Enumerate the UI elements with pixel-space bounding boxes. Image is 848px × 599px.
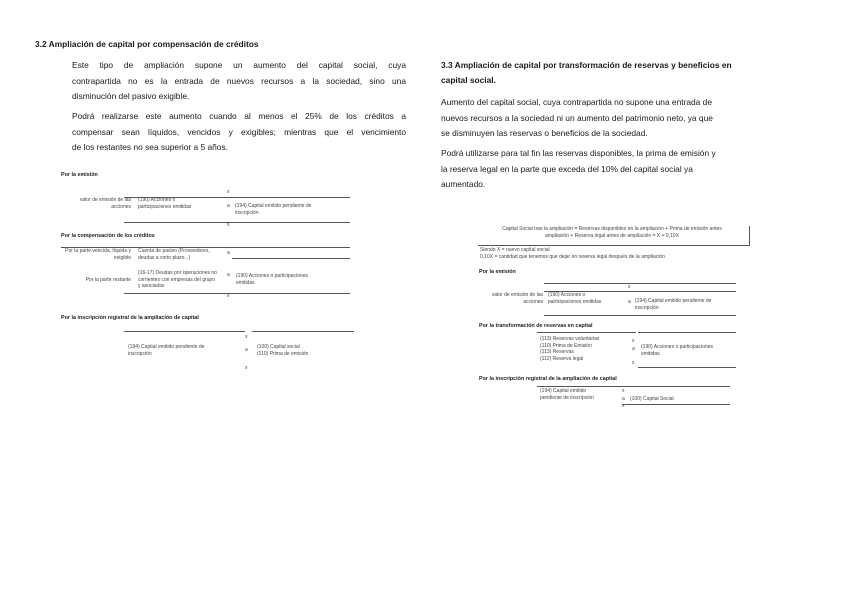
section-3-2-paragraph-1	[72, 58, 406, 105]
a-marker: a	[245, 347, 248, 353]
text-line: contrapartida no es la entrada de nuevos recursos a la sociedad, sino una	[72, 75, 406, 86]
text-line: pendiente de inscripción	[540, 394, 594, 401]
journal-debit	[138, 248, 210, 261]
journal-credit	[257, 344, 308, 357]
journal-title-transformacion: Por la transformación de reservas en capital	[479, 323, 593, 329]
journal-amount-label	[62, 248, 131, 261]
journal-debit	[138, 270, 217, 290]
text-line: Podrá utilizarse para tal fin las reservas disponibles, la prima de emisión y	[441, 148, 716, 158]
text-line: ampliación + Reserva legal antes de ampliación = X + 0,10X	[545, 232, 679, 239]
journal-credit	[235, 203, 311, 216]
text-line: se disminuyen las reservas o beneficios de la sociedad.	[441, 128, 648, 138]
journal-title-inscripcion: Por la inscripción registral de la ampliación de capital	[479, 376, 617, 382]
journal-credit: (100) Capital Social	[630, 396, 674, 402]
journal-rule	[124, 222, 350, 223]
journal-amount-label: Por la parte restante	[85, 277, 131, 283]
text-line: emitidas	[641, 350, 660, 357]
journal-amount-label	[62, 197, 131, 210]
section-3-3-paragraph-2	[441, 146, 781, 193]
text-line: Cuenta de pasivo (Proveedores,	[138, 248, 210, 254]
x-marker: x	[245, 334, 248, 340]
text-line: (190) Acciones o	[138, 197, 176, 203]
journal-credit	[641, 344, 713, 357]
text-line: 3.3 Ampliación de capital por transformación de reservas y beneficios en	[441, 60, 732, 70]
x-marker: x	[622, 388, 625, 394]
journal-rule	[537, 332, 636, 333]
text-line: (112) Reserva legal	[540, 355, 584, 362]
x-marker: x	[632, 360, 635, 366]
journal-rule	[638, 367, 736, 368]
journal-credit	[635, 298, 711, 311]
journal-title-emision: Por la emisión	[479, 269, 516, 275]
text-line: (113) Reservas voluntarias	[540, 336, 600, 342]
text-line: inscripción	[635, 304, 659, 311]
a-marker: a	[628, 299, 631, 305]
text-line: capital social.	[441, 75, 496, 85]
text-line: emitidas	[236, 279, 255, 286]
text-line: valor de emisión de las	[79, 197, 131, 203]
text-line: (194) Capital emitido	[540, 388, 587, 394]
journal-rule	[124, 293, 350, 294]
journal-rule	[124, 331, 245, 332]
text-line: aumentado.	[441, 179, 486, 189]
formula-border	[478, 245, 749, 246]
text-line: Podrá realizarse este aumento cuando al menos el 25% de los créditos a	[72, 111, 406, 121]
text-line: y asociadas	[138, 283, 165, 289]
formula-text	[478, 226, 746, 239]
journal-rule	[622, 404, 730, 405]
x-marker: x	[227, 222, 230, 228]
a-marker: a	[227, 272, 230, 278]
text-line: de los restantes no sea superior a 5 años.	[72, 142, 228, 152]
text-line: Este tipo de ampliación supone un aumento del capital social, cuya	[72, 60, 406, 70]
text-line: compensar sean líquidos, vencidos y exigibles; mientras que el vencimiento	[72, 126, 406, 137]
formula-border	[749, 226, 750, 246]
a-marker: a	[227, 250, 230, 256]
text-line: disminución del pasivo exigible.	[72, 91, 190, 101]
text-line: participaciones emitidas	[138, 203, 192, 210]
journal-debit	[128, 344, 204, 357]
journal-amount-label	[477, 292, 543, 305]
text-line: (110) Prima de Emisión	[540, 342, 592, 349]
text-line: (194) Capital emitido pendiente de	[635, 298, 712, 304]
journal-rule	[544, 283, 736, 284]
section-3-3-paragraph-1	[441, 95, 781, 142]
journal-rule	[232, 258, 350, 259]
x-marker: x	[632, 338, 635, 344]
x-marker: x	[227, 189, 230, 195]
text-line: nuevos recursos a la sociedad ni un aumento del patrimonio neto, ya que	[441, 112, 713, 123]
text-line: (100) Capital social	[257, 344, 300, 350]
text-line: inscripción	[128, 350, 152, 357]
journal-debit	[548, 292, 601, 305]
a-marker: a	[227, 203, 230, 209]
text-line: Por la parte vencida, líquida y	[65, 248, 131, 254]
section-3-3-heading	[441, 58, 732, 88]
text-line: Siendo X = nuevo capital social	[480, 247, 550, 253]
journal-rule	[537, 386, 730, 387]
journal-debit	[138, 197, 191, 210]
text-line: (194) Capital emitido pendiente de	[128, 344, 205, 350]
journal-title-emision: Por la emisión	[61, 172, 98, 178]
section-3-2-paragraph-2	[72, 109, 406, 156]
journal-title-compensacion: Por la compensación de los créditos	[61, 233, 155, 239]
journal-debit	[540, 336, 599, 362]
text-line: corrientes con empresas del grupo	[138, 276, 215, 283]
text-line: (110) Prima de emisión	[257, 350, 309, 357]
text-line: Aumento del capital social, cuya contrapartida no supone una entrada de	[441, 97, 712, 107]
text-line: (16-17) Deudas por operaciones no	[138, 270, 217, 276]
x-marker: x	[622, 403, 625, 409]
x-marker: x	[227, 293, 230, 299]
journal-credit	[236, 273, 308, 286]
section-3-2-heading: 3.2 Ampliación de capital por compensación de créditos	[35, 39, 259, 49]
text-line: (190) Acciones o participaciones	[236, 273, 308, 279]
text-line: acciones	[523, 298, 543, 305]
text-line: (194) Capital emitido pendiente de	[235, 203, 312, 209]
journal-title-inscripcion: Por la inscripción registral de la ampliación de capital	[61, 315, 199, 321]
text-line: la reserva legal en la parte que exceda del 10% del capital social ya	[441, 163, 693, 174]
a-marker: a	[622, 396, 625, 402]
text-line: participaciones emitidas	[548, 298, 602, 305]
text-line: inscripción	[235, 209, 259, 216]
journal-rule	[252, 331, 354, 332]
text-line: (113) Reservas	[540, 349, 574, 355]
text-line: (190) Acciones o participaciones	[641, 344, 713, 350]
journal-rule	[544, 315, 736, 316]
journal-rule	[638, 332, 736, 333]
text-line: exigible	[114, 254, 131, 261]
x-marker: x	[628, 284, 631, 290]
text-line: 0,10X = cantidad que tenemos que dejar en reserva legal después de la ampliación	[480, 253, 665, 260]
text-line: Capital Social tras la ampliación = Reservas disponibles en la ampliación + Prima de emisión antes	[502, 226, 722, 232]
formula-note	[480, 247, 665, 260]
text-line: valor de emisión de las	[491, 292, 543, 298]
a-marker: a	[632, 346, 635, 352]
text-line: acciones	[111, 203, 131, 210]
text-line: (190) Acciones o	[548, 292, 586, 298]
text-line: deudas a corto plazo...)	[138, 254, 191, 261]
x-marker: x	[245, 365, 248, 371]
journal-debit	[540, 388, 594, 401]
